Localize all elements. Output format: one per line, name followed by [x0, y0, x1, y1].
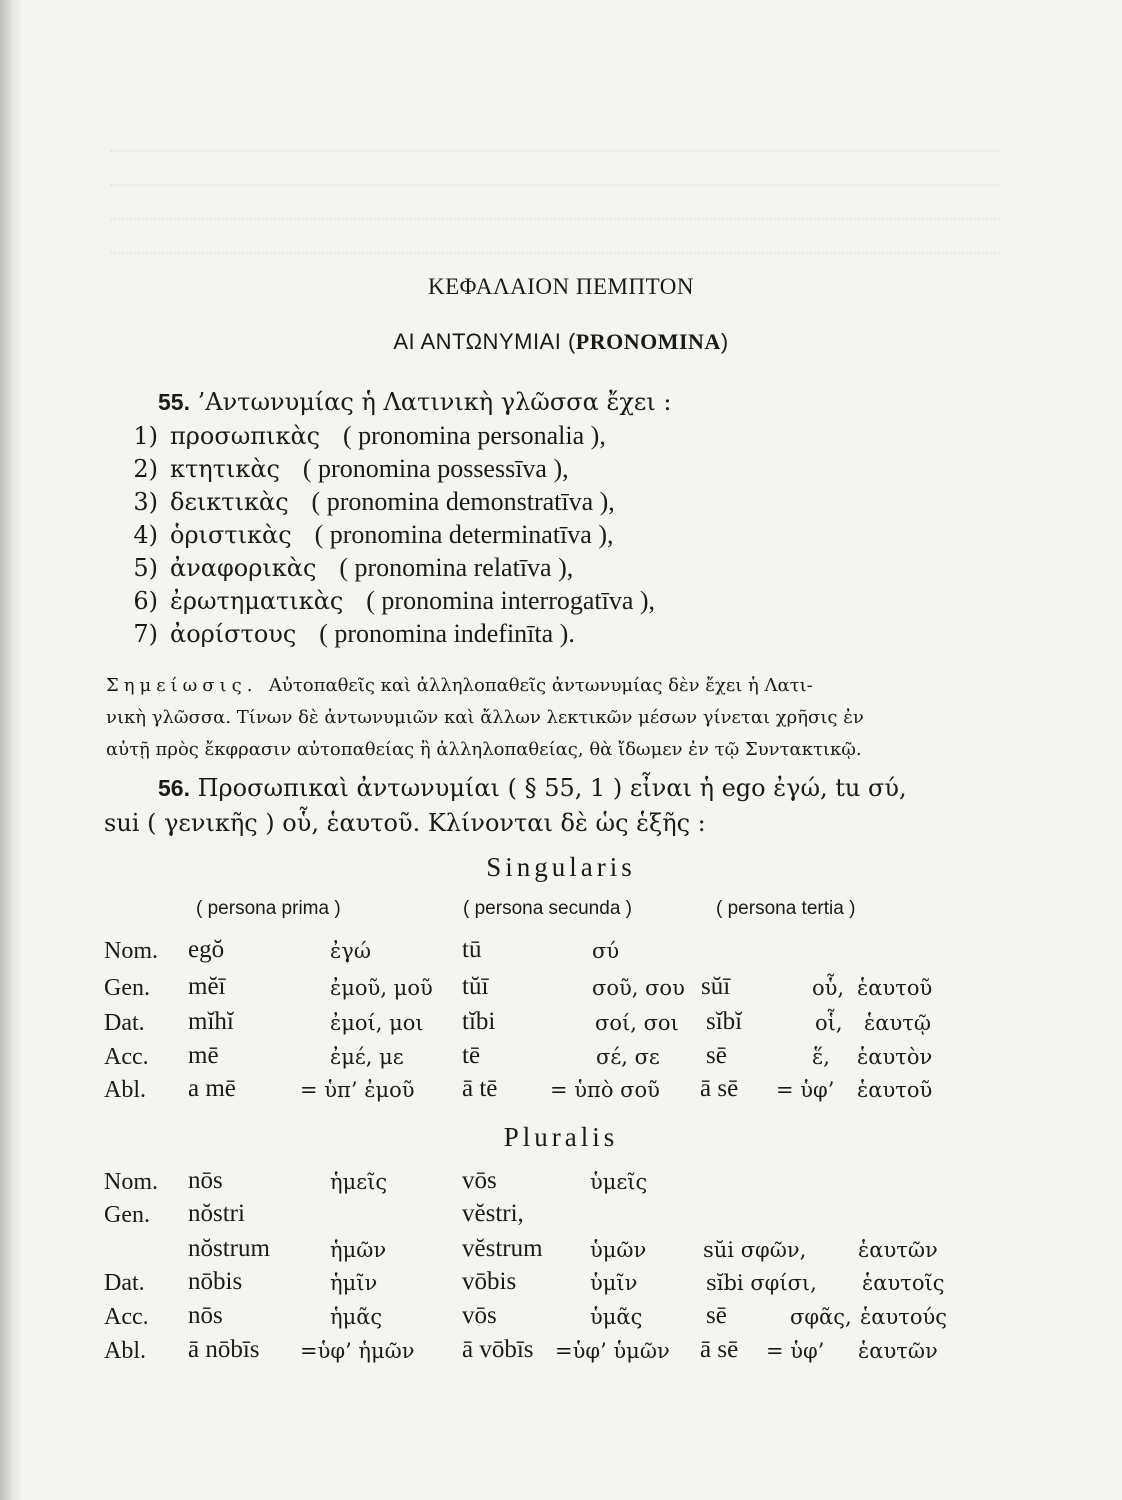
table-cell: ὑμῶν	[590, 1238, 647, 1262]
table-cell: ā sē	[700, 1075, 739, 1102]
table-cell: tĭbi	[462, 1008, 496, 1035]
table-cell: sĭbi σφίσι,	[706, 1271, 817, 1295]
singularis-heading: Singularis	[486, 852, 636, 882]
table-cell: ἡμεῖς	[330, 1170, 388, 1194]
table-cell: = ὑπ’ ἐμοῦ	[300, 1078, 415, 1102]
table-cell: ἡμᾶς	[330, 1305, 383, 1329]
table-cell: ὑμᾶς	[590, 1305, 643, 1329]
section-title	[0, 329, 1122, 355]
list-item: 2) κτητικὰς ( pronomina possessīva ),	[133, 454, 569, 483]
table-cell: ἑαυτοῦ	[857, 1078, 933, 1102]
case-label: Nom.	[104, 1169, 158, 1195]
table-cell: = ὑπὸ σοῦ	[550, 1078, 660, 1102]
table-cell: =ὑφ’ ὑμῶν	[555, 1339, 670, 1363]
par55-intro: ’Αντωνυμίας ἡ Λατινικὴ γλῶσσα ἔχει :	[197, 388, 672, 416]
table-cell: ὑμῖν	[590, 1271, 638, 1295]
table-cell: οἷ,	[815, 1011, 843, 1035]
note-label: Σημείωσις.	[106, 675, 258, 696]
table-cell: ἑαυτῶν	[858, 1238, 938, 1262]
table-cell: nōs	[188, 1302, 223, 1329]
case-label: Abl.	[104, 1077, 146, 1103]
persona-secunda-label: ( persona secunda )	[463, 898, 632, 919]
page-binding-shadow	[0, 0, 22, 1500]
case-label: Gen.	[104, 1202, 150, 1228]
case-label: Nom.	[104, 938, 158, 964]
table-cell: mĕī	[188, 973, 226, 1000]
table-cell: ἑαυτοῦ	[857, 976, 933, 1000]
table-cell: vōs	[462, 1302, 497, 1329]
table-cell: vōs	[462, 1167, 497, 1194]
pluralis-heading: Pluralis	[503, 1122, 619, 1152]
table-cell: sŭi σφῶν,	[703, 1238, 807, 1262]
table-cell: σφᾶς,	[790, 1305, 852, 1329]
table-cell: ἑαυτοῖς	[862, 1271, 945, 1295]
table-cell: ἑαυτῶν	[858, 1339, 938, 1363]
par55-intro-line	[158, 388, 671, 416]
table-cell: vĕstri,	[462, 1200, 524, 1227]
table-cell: ā sē	[700, 1336, 739, 1363]
table-cell: = ὑφ’	[766, 1339, 825, 1363]
table-cell: ἐμοῦ, μοῦ	[330, 976, 433, 1000]
table-cell: ā vōbīs	[462, 1336, 534, 1363]
table-cell: ἕ,	[812, 1045, 830, 1069]
section-title-close: )	[720, 329, 729, 354]
section-title-greek: ΑΙ ΑΝΤΩΝΥΜΙΑΙ (	[393, 329, 576, 354]
bleed-through-decoration	[110, 128, 1000, 272]
table-cell: tē	[462, 1042, 481, 1069]
case-label: Dat.	[104, 1010, 145, 1036]
table-cell: ἡμῶν	[330, 1238, 387, 1262]
table-cell: ā tē	[462, 1075, 498, 1102]
table-cell: mē	[188, 1042, 219, 1069]
case-label: Dat.	[104, 1270, 145, 1296]
table-cell: ἐμέ, με	[330, 1045, 404, 1069]
table-cell: ἑαυτούς	[860, 1305, 948, 1329]
par56-line-1: 56. Προσωπικαὶ ἀντωνυμίαι ( § 55, 1 ) εἶναι ἡ ego ἐγώ, tu σύ,	[158, 774, 907, 802]
table-cell: sĭbĭ	[706, 1008, 743, 1035]
table-cell: ἐμοί, μοι	[330, 1011, 424, 1035]
persona-tertia-label: ( persona tertia )	[716, 898, 856, 919]
table-cell: egŏ	[188, 936, 225, 963]
table-cell: tŭī	[462, 973, 489, 1000]
table-cell: ā nōbīs	[188, 1336, 260, 1363]
table-cell: nōs	[188, 1167, 223, 1194]
table-cell: sŭī	[701, 973, 731, 1000]
table-cell: ἐγώ	[330, 939, 371, 963]
table-cell: a mē	[188, 1075, 236, 1102]
table-cell: sē	[706, 1042, 727, 1069]
table-cell: mĭhĭ	[188, 1008, 234, 1035]
list-item: 4) ὁριστικὰς ( pronomina determinatīva ),	[133, 520, 614, 549]
case-label: Acc.	[104, 1304, 149, 1330]
note-line: αὐτῇ πρὸς ἔκφρασιν αὐτοπαθείας ἢ ἀλληλοπαθείας, θὰ ἴδωμεν ἐν τῷ Συντακτικῷ.	[106, 739, 862, 760]
persona-prima-label: ( persona prima )	[196, 898, 341, 919]
paragraph-number: 56.	[158, 775, 190, 801]
table-cell: = ὑφ’	[776, 1078, 835, 1102]
table-cell: σύ	[592, 939, 620, 963]
table-cell: nŏstrum	[188, 1235, 270, 1262]
table-cell: nōbis	[188, 1268, 243, 1295]
list-item: 7) ἀορίστους ( pronomina indefinīta ).	[133, 619, 575, 648]
list-item: 1) προσωπικὰς ( pronomina personalia ),	[133, 421, 606, 450]
table-cell: σοί, σοι	[595, 1011, 679, 1035]
table-cell: vōbis	[462, 1268, 517, 1295]
table-cell: ὑμεῖς	[590, 1170, 648, 1194]
table-cell: sē	[706, 1302, 727, 1329]
list-item: 6) ἐρωτηματικὰς ( pronomina interrogatīva ),	[133, 586, 656, 615]
case-label: Gen.	[104, 975, 150, 1001]
list-item: 3) δεικτικὰς ( pronomina demonstratīva ),	[133, 487, 615, 516]
table-cell: σέ, σε	[596, 1045, 660, 1069]
note-line: νικὴ γλῶσσα. Τίνων δὲ ἀντωνυμιῶν καὶ ἄλλων λεκτικῶν μέσων γίνεται χρῆσις ἐν	[106, 707, 864, 728]
case-label: Acc.	[104, 1044, 149, 1070]
case-label: Abl.	[104, 1338, 146, 1364]
table-cell: σοῦ, σου	[592, 976, 685, 1000]
par56-line-2: sui ( γενικῆς ) οὗ, ἑαυτοῦ. Κλίνονται δὲ ὡς ἑξῆς :	[104, 809, 706, 837]
table-cell: οὗ,	[812, 976, 845, 1000]
note-line: Σημείωσις. Αὐτοπαθεῖς καὶ ἀλληλοπαθεῖς ἀντωνυμίας δὲν ἔχει ἡ Λατι-	[106, 675, 813, 696]
table-cell: ἑαυτὸν	[857, 1045, 933, 1069]
section-title-latin: PRONOMINA	[575, 329, 721, 354]
table-cell: ἑαυτῷ	[864, 1011, 931, 1035]
table-cell: =ὑφ’ ἡμῶν	[300, 1339, 415, 1363]
table-cell: tū	[462, 936, 482, 963]
table-cell: nŏstri	[188, 1200, 245, 1227]
chapter-title: ΚΕΦΑΛΑΙΟΝ ΠΕΜΠΤΟΝ	[428, 274, 694, 299]
list-item: 5) ἀναφορικὰς ( pronomina relatīva ),	[133, 553, 574, 582]
table-cell: ἡμῖν	[330, 1271, 378, 1295]
table-cell: vĕstrum	[462, 1235, 543, 1262]
paragraph-number: 55.	[158, 389, 190, 415]
